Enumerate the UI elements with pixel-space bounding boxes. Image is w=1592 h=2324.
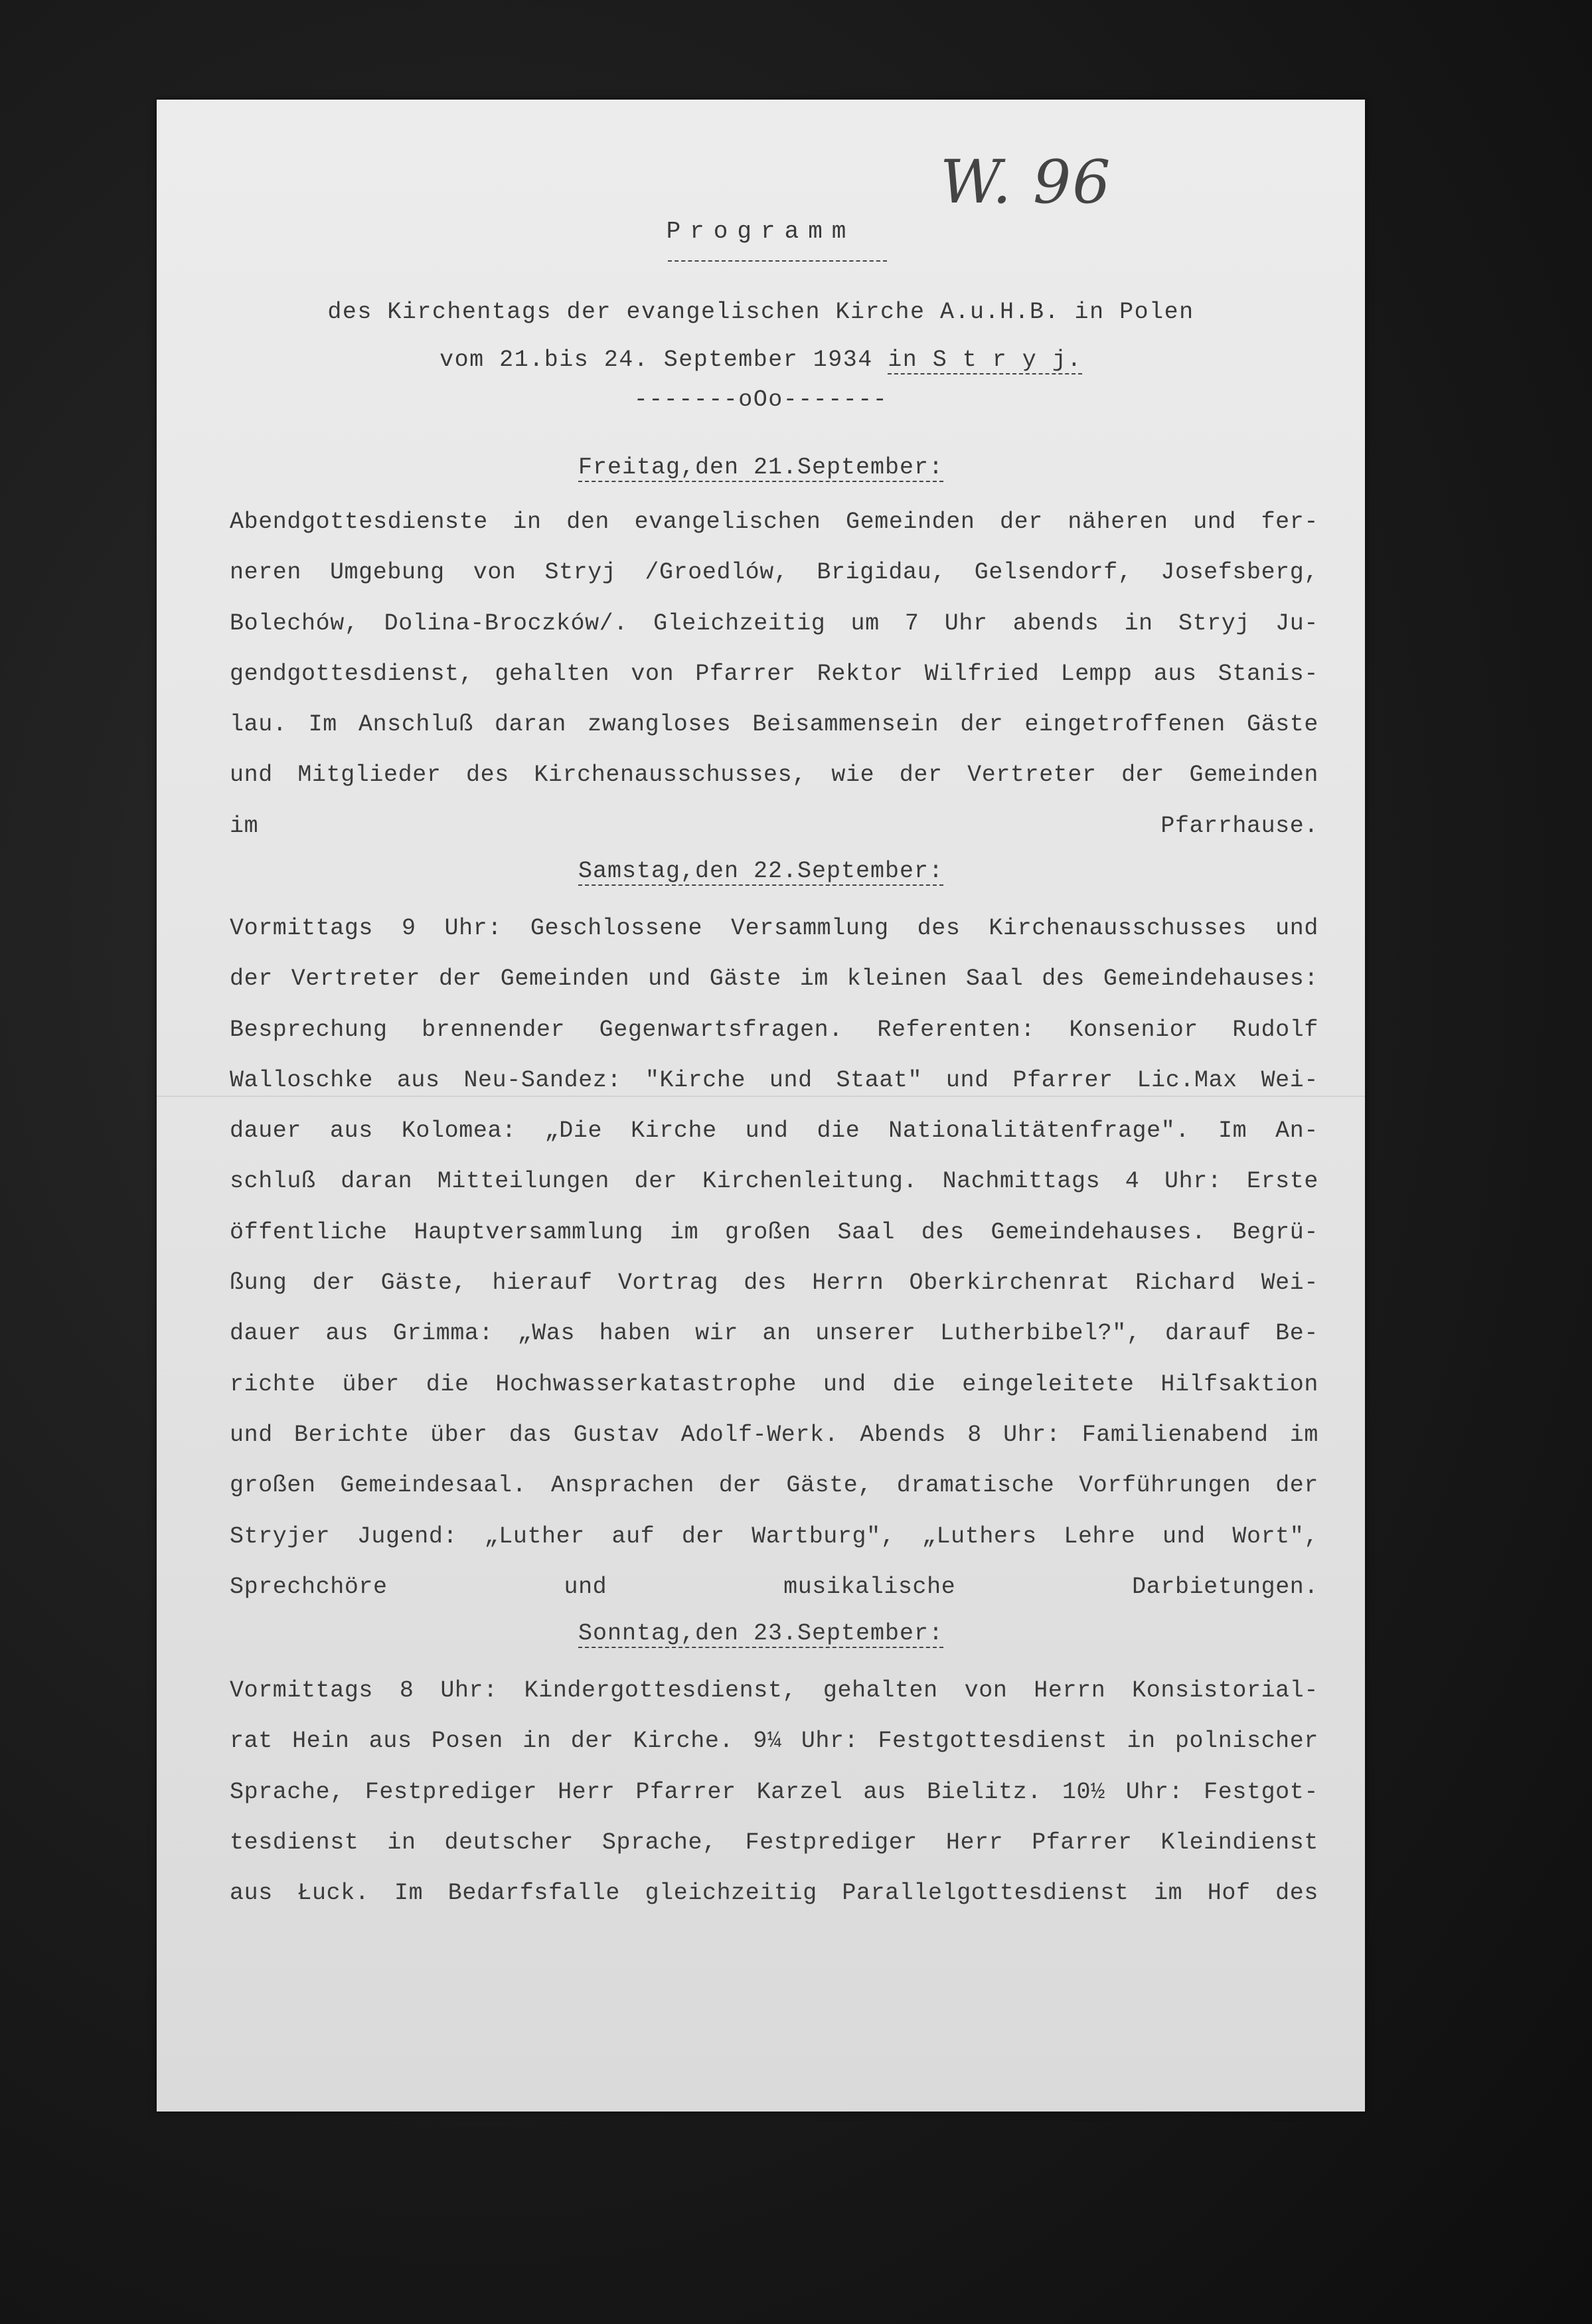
section-body-friday <box>230 497 1318 851</box>
text-line: rat Hein aus Posen in der Kirche. 9¼ Uhr: Festgottesdienst in polnischer <box>230 1728 1318 1755</box>
text-line: Besprechung brennender Gegenwartsfragen. Referenten: Konsenior Rudolf <box>230 1016 1318 1043</box>
divider: -------oOo------- <box>633 386 888 413</box>
text-line: und Berichte über das Gustav Adolf-Werk. Abends 8 Uhr: Familienabend im <box>230 1421 1318 1448</box>
text-line: ßung der Gäste, hierauf Vortrag des Herrn Oberkirchenrat Richard Wei- <box>230 1270 1318 1297</box>
text-line: Abendgottesdienste in den evangelischen Gemeinden der näheren und fer- <box>230 509 1318 535</box>
section-body-sunday <box>230 1665 1318 1918</box>
text-line: richte über die Hochwasserkatastrophe und die eingeleitete Hilfsaktion <box>230 1370 1318 1398</box>
text-line: großen Gemeindesaal. Ansprachen der Gäste, dramatische Vorführungen der <box>230 1472 1318 1499</box>
text-line: schluß daran Mitteilungen der Kirchenleitung. Nachmittags 4 Uhr: Erste <box>230 1168 1318 1195</box>
handwritten-archive-number: W. 96 <box>940 147 1112 217</box>
text-line: neren Umgebung von Stryj /Groedlów, Brigidau, Gelsendorf, Josefsberg, <box>230 559 1318 586</box>
text-line: dauer aus Grimma: „Was haben wir an unserer Lutherbibel?", darauf Be- <box>230 1320 1318 1347</box>
text-line: Stryjer Jugend: „Luther auf der Wartburg", „Luthers Lehre und Wort", <box>230 1523 1318 1550</box>
section-heading-sunday: Sonntag,den 23.September: <box>578 1620 944 1647</box>
text-line: Vormittags 9 Uhr: Geschlossene Versammlung des Kirchenausschusses und <box>230 915 1318 942</box>
text-line: Sprache, Festprediger Herr Pfarrer Karzel aus Bielitz. 10½ Uhr: Festgot- <box>230 1778 1318 1805</box>
text-line: und Mitglieder des Kirchenausschusses, wie der Vertreter der Gemeinden <box>230 762 1318 789</box>
text-line: gendgottesdienst, gehalten von Pfarrer Rektor Wilfried Lempp aus Stanis- <box>230 660 1318 687</box>
subtitle-place: in S t r y j. <box>888 347 1082 373</box>
section-body-saturday <box>230 903 1318 1612</box>
text-line: Walloschke aus Neu-Sandez: "Kirche und Staat" und Pfarrer Lic.Max Wei- <box>230 1066 1318 1094</box>
text-line: Vormittags 8 Uhr: Kindergottesdienst, gehalten von Herrn Konsistorial- <box>230 1677 1318 1704</box>
text-line: Sprechchöre und musikalische Darbietungen. <box>230 1573 1318 1600</box>
text-line: lau. Im Anschluß daran zwangloses Beisammensein der eingetroffenen Gäste <box>230 711 1318 738</box>
text-line: öffentliche Hauptversammlung im großen Saal des Gemeindehauses. Begrü- <box>230 1218 1318 1246</box>
section-heading-friday: Freitag,den 21.September: <box>578 454 944 481</box>
text-line: tesdienst in deutscher Sprache, Festprediger Herr Pfarrer Kleindienst <box>230 1829 1318 1856</box>
text-line: dauer aus Kolomea: „Die Kirche und die Nationalitätenfrage". Im An- <box>230 1118 1318 1145</box>
document-page <box>157 100 1365 2112</box>
title-underline <box>668 260 887 262</box>
subtitle-dates: vom 21.bis 24. September 1934 <box>439 347 888 373</box>
text-line: der Vertreter der Gemeinden und Gäste im kleinen Saal des Gemeindehauses: <box>230 965 1318 993</box>
subtitle-line-2 <box>157 347 1365 373</box>
subtitle-line-1: des Kirchentags der evangelischen Kirche A.u.H.B. in Polen <box>327 299 1194 325</box>
text-line: im Pfarrhause. <box>230 812 1318 839</box>
text-line: Bolechów, Dolina-Broczków/. Gleichzeitig um 7 Uhr abends in Stryj Ju- <box>230 610 1318 637</box>
text-line: aus Łuck. Im Bedarfsfalle gleichzeitig Parallelgottesdienst im Hof des <box>230 1880 1318 1907</box>
document-title: Programm <box>666 218 856 245</box>
section-heading-saturday: Samstag,den 22.September: <box>578 858 944 884</box>
